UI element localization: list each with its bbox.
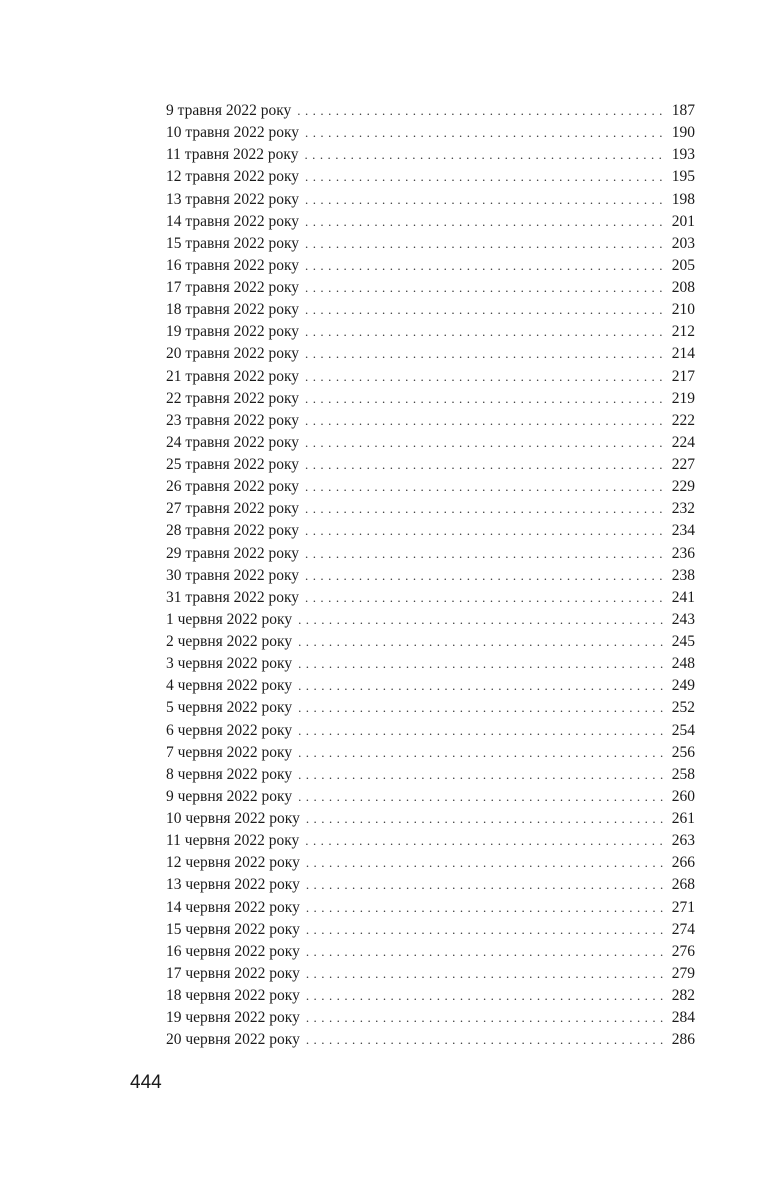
dot-leader — [305, 432, 665, 454]
toc-entry — [166, 476, 695, 498]
toc-entry — [166, 697, 695, 719]
toc-entry-page: 249 — [671, 677, 695, 695]
toc-entry-title: 11 червня 2022 року — [166, 832, 300, 850]
toc-entry-title: 14 червня 2022 року — [166, 898, 300, 916]
dot-leader — [305, 454, 665, 476]
toc-entry-title: 17 травня 2022 року — [166, 279, 300, 296]
dot-leader — [305, 299, 665, 321]
dot-leader — [298, 609, 665, 631]
dot-leader — [305, 565, 665, 587]
toc-entry-page: 219 — [671, 389, 695, 407]
toc-entry-page: 198 — [671, 190, 695, 208]
dot-leader — [305, 122, 665, 144]
toc-entry-page: 234 — [671, 522, 695, 540]
toc-entry-title: 9 червня 2022 року — [166, 787, 293, 805]
toc-entry — [166, 631, 695, 653]
dot-leader — [298, 653, 665, 675]
dot-leader — [305, 321, 665, 343]
toc-entry-page: 229 — [671, 478, 695, 496]
toc-entry-title: 15 червня 2022 року — [166, 920, 300, 938]
toc-entry-title: 18 червня 2022 року — [166, 987, 300, 1004]
dot-leader — [306, 919, 665, 941]
toc-entry-page: 254 — [671, 721, 695, 739]
toc-entry — [166, 653, 695, 675]
toc-entry — [166, 255, 695, 277]
toc-entry-title: 13 червня 2022 року — [166, 876, 300, 894]
toc-entry — [166, 543, 695, 565]
toc-entry — [166, 874, 695, 896]
dot-leader — [305, 476, 665, 498]
dot-leader — [305, 520, 665, 542]
toc-entry — [166, 1029, 695, 1051]
toc-entry-title: 11 травня 2022 року — [166, 146, 299, 164]
toc-entry-title: 20 червня 2022 року — [166, 1031, 300, 1049]
toc-entry-title: 18 травня 2022 року — [166, 301, 300, 319]
toc-entry — [166, 720, 695, 742]
toc-entry-page: 224 — [671, 433, 695, 451]
toc-entry-page: 217 — [671, 367, 695, 385]
toc-entry — [166, 410, 695, 432]
toc-entry-page: 276 — [671, 942, 695, 960]
toc-entry — [166, 366, 695, 388]
dot-leader — [298, 742, 665, 764]
toc-entry — [166, 498, 695, 520]
toc-entry-title: 10 червня 2022 року — [166, 810, 300, 827]
toc-entry-page: 208 — [671, 279, 695, 296]
toc-entry-title: 19 червня 2022 року — [166, 1009, 300, 1027]
toc-entry-page: 190 — [671, 124, 695, 142]
dot-leader — [298, 786, 665, 808]
dot-leader — [306, 808, 665, 830]
toc-entry — [166, 343, 695, 365]
toc-entry-page: 212 — [671, 323, 695, 341]
dot-leader — [305, 543, 665, 565]
toc-entry-title: 29 травня 2022 року — [166, 544, 300, 562]
dot-leader — [305, 388, 665, 410]
dot-leader — [306, 1007, 665, 1029]
toc-entry-page: 210 — [671, 301, 695, 319]
toc-entry-page: 193 — [671, 146, 695, 164]
toc-entry — [166, 808, 695, 830]
toc-entry-title: 31 травня 2022 року — [166, 588, 300, 606]
toc-entry-title: 17 червня 2022 року — [166, 964, 300, 982]
toc-entry-title: 12 червня 2022 року — [166, 854, 300, 872]
dot-leader — [305, 211, 665, 233]
toc-entry — [166, 166, 695, 188]
toc-entry — [166, 565, 695, 587]
toc-entry-title: 13 травня 2022 року — [166, 190, 300, 208]
toc-entry-title: 8 червня 2022 року — [166, 765, 293, 783]
toc-entry — [166, 189, 695, 211]
toc-entry-page: 243 — [671, 610, 695, 628]
dot-leader — [298, 720, 665, 742]
dot-leader — [306, 1029, 665, 1051]
dot-leader — [298, 631, 665, 653]
toc-entry-page: 227 — [671, 456, 695, 473]
dot-leader — [305, 166, 665, 188]
toc-entry-page: 245 — [671, 633, 695, 650]
toc-entry-page: 222 — [671, 411, 695, 429]
toc-entry — [166, 100, 695, 122]
toc-entry — [166, 764, 695, 786]
toc-entry-page: 214 — [671, 345, 695, 363]
toc-entry-title: 23 травня 2022 року — [166, 411, 300, 429]
toc-entry — [166, 985, 695, 1007]
toc-entry-title: 12 травня 2022 року — [166, 168, 300, 186]
toc-entry-page: 238 — [671, 566, 695, 584]
toc-entry-title: 5 червня 2022 року — [166, 699, 293, 717]
page-number: 444 — [130, 1072, 162, 1093]
dot-leader — [305, 366, 665, 388]
dot-leader — [298, 675, 665, 697]
toc-entry-page: 203 — [671, 234, 695, 252]
toc-entry — [166, 786, 695, 808]
toc-entry-page: 252 — [671, 699, 695, 717]
toc-entry — [166, 454, 695, 476]
toc-entry-title: 30 травня 2022 року — [166, 566, 300, 584]
toc-entry-page: 256 — [671, 743, 695, 761]
toc-entry — [166, 321, 695, 343]
toc-entry-title: 26 травня 2022 року — [166, 478, 300, 496]
toc-entry — [166, 742, 695, 764]
toc-entry — [166, 144, 695, 166]
dot-leader — [306, 897, 665, 919]
toc-entry-page: 232 — [671, 500, 695, 518]
toc-entry-title: 24 травня 2022 року — [166, 433, 300, 451]
toc-entry-page: 248 — [671, 655, 695, 673]
dot-leader — [305, 830, 665, 852]
toc-entry-title: 15 травня 2022 року — [166, 234, 300, 252]
toc-entry-page: 195 — [671, 168, 695, 186]
toc-entry — [166, 299, 695, 321]
dot-leader — [306, 874, 665, 896]
toc-entry-page: 260 — [671, 787, 695, 805]
dot-leader — [305, 410, 665, 432]
toc-entry-page: 263 — [671, 832, 695, 850]
dot-leader — [304, 144, 665, 166]
toc-entry-title: 25 травня 2022 року — [166, 456, 300, 473]
toc-entry-title: 9 травня 2022 року — [166, 102, 292, 119]
toc-entry — [166, 830, 695, 852]
toc-entry-title: 27 травня 2022 року — [166, 500, 300, 518]
toc-entry — [166, 941, 695, 963]
toc-entry-title: 1 червня 2022 року — [166, 610, 293, 628]
table-of-contents — [166, 100, 695, 1051]
toc-entry — [166, 675, 695, 697]
toc-entry-page: 271 — [671, 898, 695, 916]
toc-entry-title: 19 травня 2022 року — [166, 323, 300, 341]
toc-entry-page: 279 — [671, 964, 695, 982]
dot-leader — [305, 277, 665, 299]
dot-leader — [305, 233, 665, 255]
toc-entry — [166, 609, 695, 631]
toc-entry-title: 10 травня 2022 року — [166, 124, 300, 142]
toc-entry-title: 2 червня 2022 року — [166, 633, 293, 650]
toc-entry-page: 261 — [671, 810, 695, 827]
toc-entry — [166, 277, 695, 299]
toc-entry — [166, 919, 695, 941]
toc-entry-title: 7 червня 2022 року — [166, 743, 293, 761]
toc-entry — [166, 1007, 695, 1029]
toc-entry-title: 28 травня 2022 року — [166, 522, 300, 540]
toc-entry — [166, 388, 695, 410]
toc-entry-title: 22 травня 2022 року — [166, 389, 300, 407]
dot-leader — [305, 587, 665, 609]
toc-entry-page: 286 — [671, 1031, 695, 1049]
dot-leader — [306, 852, 665, 874]
dot-leader — [306, 941, 665, 963]
toc-entry — [166, 587, 695, 609]
toc-entry — [166, 233, 695, 255]
dot-leader — [305, 189, 665, 211]
dot-leader — [305, 255, 665, 277]
toc-entry-page: 282 — [671, 987, 695, 1004]
toc-entry-page: 266 — [671, 854, 695, 872]
toc-entry-page: 236 — [671, 544, 695, 562]
toc-entry-title: 3 червня 2022 року — [166, 655, 293, 673]
toc-entry-title: 14 травня 2022 року — [166, 212, 300, 230]
toc-entry-title: 4 червня 2022 року — [166, 677, 293, 695]
toc-entry — [166, 122, 695, 144]
toc-entry-title: 21 травня 2022 року — [166, 367, 300, 385]
toc-entry-page: 268 — [671, 876, 695, 894]
dot-leader — [305, 498, 665, 520]
toc-entry — [166, 852, 695, 874]
toc-entry — [166, 520, 695, 542]
toc-entry-page: 284 — [671, 1009, 695, 1027]
toc-entry-page: 258 — [671, 765, 695, 783]
toc-entry — [166, 963, 695, 985]
toc-entry — [166, 897, 695, 919]
toc-entry-title: 6 червня 2022 року — [166, 721, 293, 739]
dot-leader — [297, 100, 665, 122]
dot-leader — [298, 764, 665, 786]
dot-leader — [305, 343, 665, 365]
toc-entry — [166, 211, 695, 233]
toc-entry-title: 16 червня 2022 року — [166, 942, 300, 960]
toc-entry — [166, 432, 695, 454]
toc-entry-page: 187 — [671, 102, 695, 119]
dot-leader — [306, 985, 665, 1007]
toc-entry-page: 241 — [671, 588, 695, 606]
toc-entry-page: 201 — [671, 212, 695, 230]
dot-leader — [298, 697, 665, 719]
dot-leader — [306, 963, 665, 985]
toc-entry-page: 274 — [671, 920, 695, 938]
toc-entry-title: 20 травня 2022 року — [166, 345, 300, 363]
toc-entry-title: 16 травня 2022 року — [166, 256, 300, 274]
toc-entry-page: 205 — [671, 256, 695, 274]
